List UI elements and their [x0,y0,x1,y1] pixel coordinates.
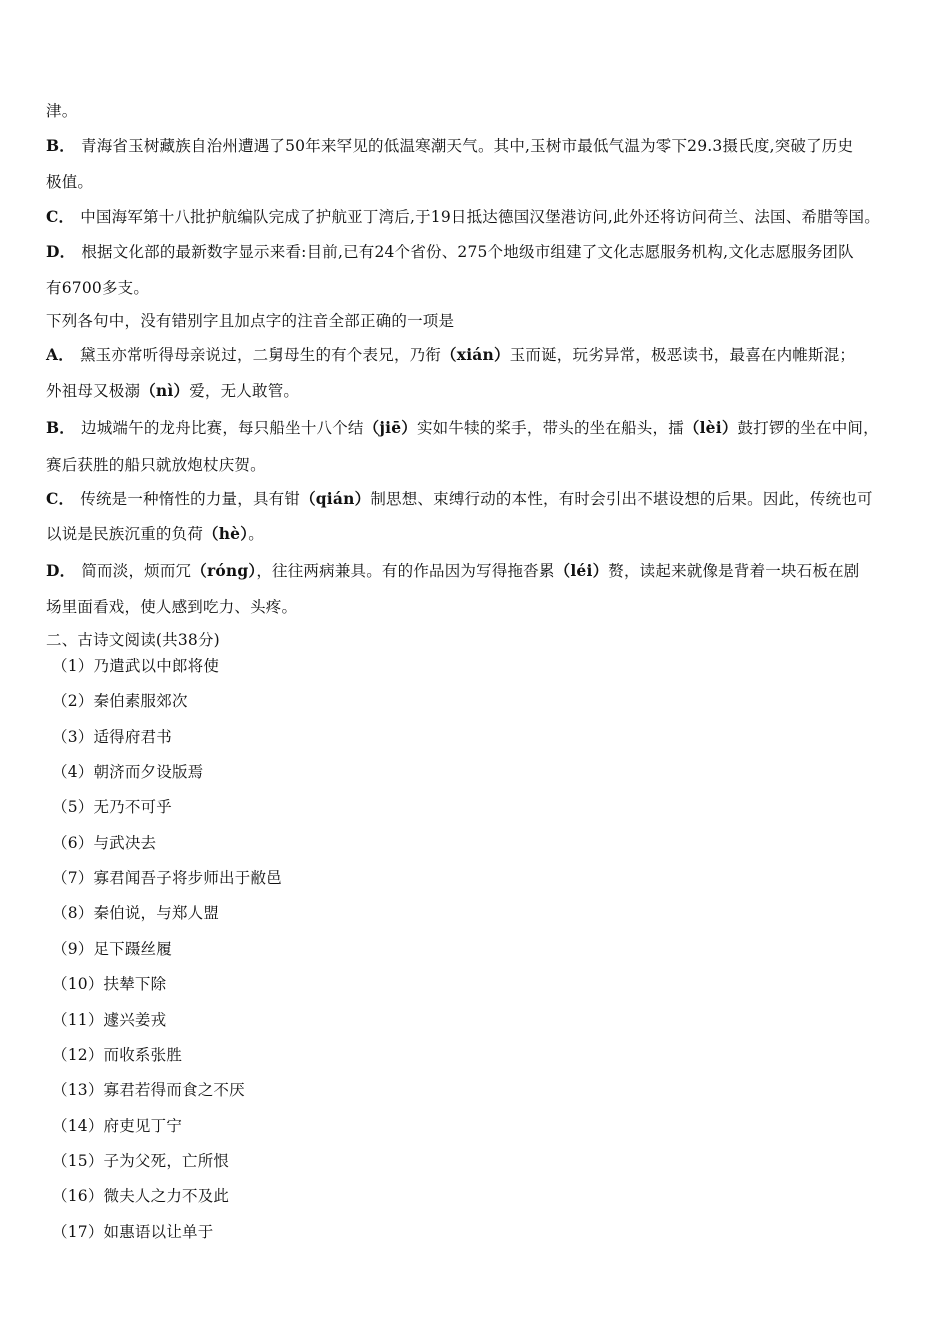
option-d [46,561,859,581]
text: 玉而诞，玩劣异常，极恶读书，最喜在内帷斯混； [509,346,856,364]
pinyin: （jiē） [363,418,417,437]
prev-option-d [46,242,854,262]
text: 鼓打锣的坐在中间， [737,419,879,437]
option-label: B． [46,418,76,437]
option-b-line2: 赛后获胜的船只就放炮杖庆贺。 [46,456,266,474]
prev-option-d-line2: 有6700多支。 [46,279,150,297]
pinyin: （hè） [203,524,249,543]
list-item: （13）寡君若得而食之不厌 [52,1081,245,1099]
list-item: （9）足下蹑丝履 [52,940,172,958]
prev-option-b [46,136,853,156]
list-item: （12）而收系张胜 [52,1046,183,1064]
option-label: A． [46,345,74,364]
option-label: B． [46,136,76,155]
text: 外祖母又极 [46,382,125,400]
text: 简而淡，烦而 [81,562,176,580]
dotted-char: 擂 [668,419,684,437]
list-item: （1）乃遣武以中郎将使 [52,657,220,675]
dotted-char: 荷 [187,525,204,543]
option-label: C． [46,489,75,508]
option-text: 青海省玉树藏族自治州遭遇了50年来罕见的低温寒潮天气。其中,玉树市最低气温为零下29.3摄氏度,突破了历史 [81,137,854,155]
option-a-line2 [46,381,299,401]
text: ，往往两病兼具。有的作品因为写得拖沓 [256,562,539,580]
text: 边城端午的龙舟比赛，每只船坐十八个 [81,419,348,437]
option-d-line2: 场里面看戏，使人感到吃力、头疼。 [46,598,298,616]
option-label: C． [46,207,75,226]
pinyin: （nì） [140,381,190,400]
option-a [46,345,855,365]
dotted-char: 累 [538,562,555,580]
option-text: 根据文化部的最新数字显示来看:目前,已有24个省份、275个地级市组建了文化志愿服务机构,文化志愿服务团队 [81,243,854,261]
list-item: （4）朝济而夕设版焉 [52,763,204,781]
list-item: （5）无乃不可乎 [52,798,172,816]
text: 传统是一种惰性的力量，具有 [80,490,285,508]
text: 制思想、束缚行动的本性，有时会引出不堪设想的后果。因此，传统也可 [370,490,873,508]
option-label: D． [46,561,76,580]
list-item: （8）秦伯说，与郑人盟 [52,904,220,922]
option-text: 中国海军第十八批护航编队完成了护航亚丁湾后,于19日抵达德国汉堡港访问,此外还将访问荷兰、法国、希腊等国。 [80,208,880,226]
pinyin: （léi） [554,561,609,580]
text: 黛玉亦常听得母亲说过，二舅母生的有个表兄，乃 [79,346,426,364]
list-item: （7）寡君闻吾子将步师出于敝邑 [52,869,282,887]
list-item: （3）适得府君书 [52,728,172,746]
option-label: D． [46,242,76,261]
prev-option-c [46,207,880,227]
dotted-char: 衔 [425,346,442,364]
section-heading: 二、古诗文阅读(共38分) [46,631,220,649]
prev-option-b-line2: 极值。 [46,173,94,191]
list-item: （17）如惠语以让单于 [52,1223,214,1241]
option-c [46,489,873,509]
text: 实如牛犊的桨手，带头的坐在船头， [416,419,669,437]
list-item: （11）遽兴姜戎 [52,1011,167,1029]
list-item: （14）府吏见丁宁 [52,1117,183,1135]
list-item: （16）微夫人之力不及此 [52,1187,230,1205]
pinyin: （xián） [441,345,510,364]
pinyin: （róng） [191,561,257,580]
prev-option-a-tail: 津。 [46,102,78,120]
dotted-char: 溺 [124,382,141,400]
dotted-char: 钳 [284,490,301,508]
text: 爱，无人敢管。 [189,382,300,400]
pinyin: （lèi） [683,418,738,437]
list-item: （10）扶辇下除 [52,975,167,993]
option-c-line2 [46,524,264,544]
question-stem: 下列各句中，没有错别字且加点字的注音全部正确的一项是 [46,312,455,330]
dotted-char: 结 [347,419,364,437]
text: 。 [248,525,264,543]
list-item: （2）秦伯素服郊次 [52,692,188,710]
list-item: （6）与武决去 [52,834,157,852]
text: 以说是民族沉重的负 [46,525,188,543]
dotted-char: 冗 [175,562,192,580]
pinyin: （qián） [300,489,371,508]
text: 赘，读起来就像是背着一块石板在剧 [608,562,860,580]
option-b [46,418,879,438]
list-item: （15）子为父死，亡所恨 [52,1152,230,1170]
